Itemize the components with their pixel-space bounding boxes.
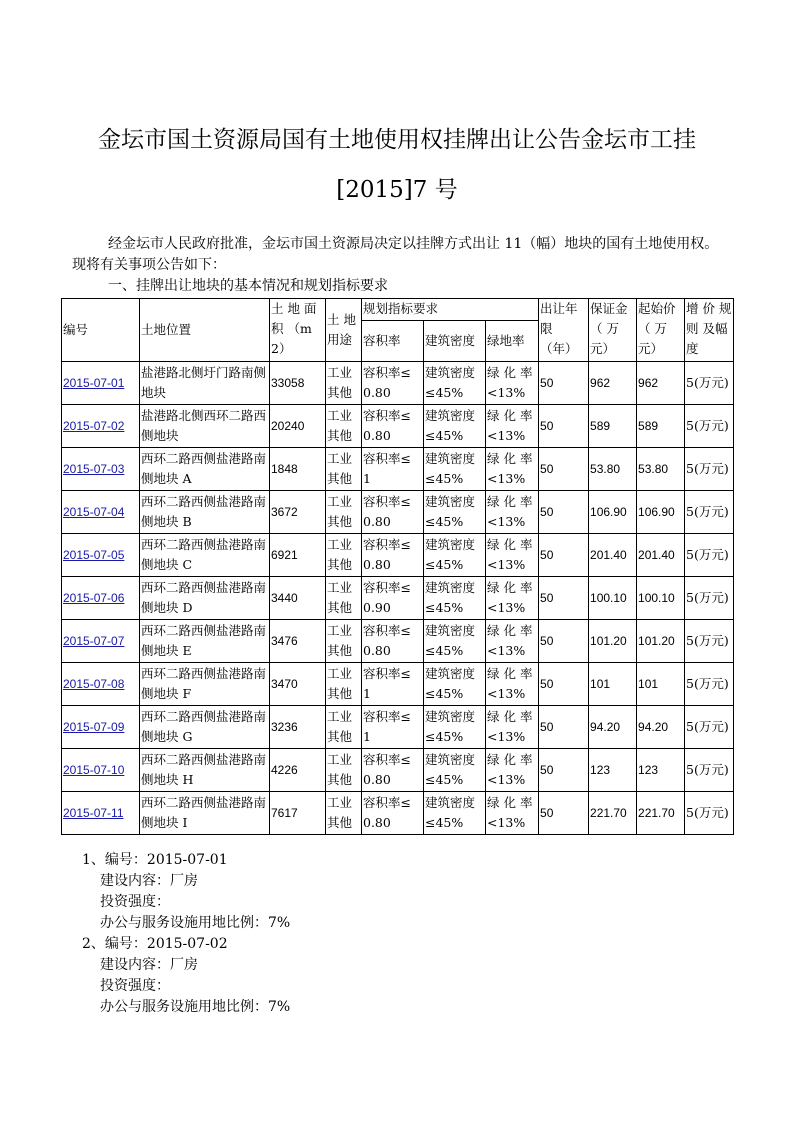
table-row	[62, 362, 734, 405]
header-planning: 规划指标要求	[362, 299, 539, 321]
parcel-details	[82, 850, 290, 1018]
cell-start-price: 221.70	[637, 792, 685, 835]
parcel-code-link[interactable]: 2015-07-05	[63, 548, 125, 562]
cell-code	[62, 405, 140, 448]
cell-density: 建筑密度 ≤45%	[424, 749, 486, 792]
cell-far: 容积率≤ 0.80	[362, 362, 424, 405]
cell-start-price: 100.10	[637, 577, 685, 620]
detail-line: 建设内容：厂房	[100, 957, 198, 973]
cell-code	[62, 620, 140, 663]
detail-line: 办公与服务设施用地比例：7%	[100, 999, 291, 1015]
table-row	[62, 534, 734, 577]
cell-use: 工业 其他	[326, 706, 362, 749]
cell-use: 工业 其他	[326, 534, 362, 577]
cell-use: 工业 其他	[326, 663, 362, 706]
cell-density: 建筑密度 ≤45%	[424, 448, 486, 491]
cell-location: 西环二路西侧盐港路南侧地块 H	[140, 749, 270, 792]
cell-start-price: 589	[637, 405, 685, 448]
cell-location: 西环二路西侧盐港路南侧地块 C	[140, 534, 270, 577]
cell-term: 50	[539, 405, 589, 448]
cell-location: 西环二路西侧盐港路南侧地块 B	[140, 491, 270, 534]
cell-term: 50	[539, 620, 589, 663]
cell-term: 50	[539, 448, 589, 491]
cell-far: 容积率≤ 0.80	[362, 491, 424, 534]
detail-line: 建设内容：厂房	[100, 873, 198, 889]
cell-area: 20240	[270, 405, 326, 448]
cell-area: 3440	[270, 577, 326, 620]
header-location: 土地位置	[140, 299, 270, 362]
cell-increment: 5(万元)	[685, 663, 734, 706]
cell-green: 绿 化 率 <13%	[486, 749, 539, 792]
cell-code	[62, 663, 140, 706]
cell-start-price: 94.20	[637, 706, 685, 749]
cell-location: 西环二路西侧盐港路南侧地块 A	[140, 448, 270, 491]
table-row	[62, 663, 734, 706]
cell-density: 建筑密度 ≤45%	[424, 620, 486, 663]
table-row	[62, 620, 734, 663]
cell-term: 50	[539, 792, 589, 835]
cell-far: 容积率≤ 1	[362, 663, 424, 706]
cell-use: 工业 其他	[326, 792, 362, 835]
cell-green: 绿 化 率 <13%	[486, 448, 539, 491]
cell-location: 西环二路西侧盐港路南侧地块 I	[140, 792, 270, 835]
cell-use: 工业 其他	[326, 405, 362, 448]
cell-code	[62, 534, 140, 577]
cell-term: 50	[539, 534, 589, 577]
page-title: 金坛市国土资源局国有土地使用权挂牌出让公告金坛市工挂	[98, 127, 696, 153]
cell-far: 容积率≤ 1	[362, 706, 424, 749]
cell-increment: 5(万元)	[685, 577, 734, 620]
cell-deposit: 962	[589, 362, 637, 405]
cell-deposit: 101.20	[589, 620, 637, 663]
cell-deposit: 201.40	[589, 534, 637, 577]
detail-line: 投资强度：	[100, 978, 170, 994]
cell-deposit: 101	[589, 663, 637, 706]
cell-density: 建筑密度 ≤45%	[424, 491, 486, 534]
cell-green: 绿 化 率 <13%	[486, 663, 539, 706]
cell-increment: 5(万元)	[685, 405, 734, 448]
header-use: 土 地用途	[326, 299, 362, 362]
cell-area: 33058	[270, 362, 326, 405]
table-row	[62, 491, 734, 534]
cell-use: 工业 其他	[326, 749, 362, 792]
table-row	[62, 792, 734, 835]
cell-area: 3470	[270, 663, 326, 706]
cell-far: 容积率≤ 1	[362, 448, 424, 491]
cell-increment: 5(万元)	[685, 448, 734, 491]
cell-location: 盐港路北侧圩门路南侧地块	[140, 362, 270, 405]
cell-area: 1848	[270, 448, 326, 491]
cell-code	[62, 792, 140, 835]
cell-density: 建筑密度 ≤45%	[424, 405, 486, 448]
parcel-code-link[interactable]: 2015-07-11	[63, 806, 124, 820]
parcel-code-link[interactable]: 2015-07-10	[63, 763, 125, 777]
cell-area: 3672	[270, 491, 326, 534]
table-row	[62, 405, 734, 448]
detail-heading: 1、编号：2015-07-01	[82, 852, 228, 868]
table-row	[62, 577, 734, 620]
cell-deposit: 106.90	[589, 491, 637, 534]
parcel-code-link[interactable]: 2015-07-01	[63, 376, 125, 390]
cell-far: 容积率≤ 0.80	[362, 749, 424, 792]
document-number: [2015]7 号	[336, 177, 458, 203]
cell-increment: 5(万元)	[685, 534, 734, 577]
cell-area: 3476	[270, 620, 326, 663]
cell-start-price: 962	[637, 362, 685, 405]
cell-use: 工业 其他	[326, 491, 362, 534]
cell-code	[62, 362, 140, 405]
cell-density: 建筑密度 ≤45%	[424, 663, 486, 706]
table-row	[62, 749, 734, 792]
cell-start-price: 106.90	[637, 491, 685, 534]
header-start-price: 起始价（ 万元）	[637, 299, 685, 362]
header-green: 绿地率	[486, 321, 539, 362]
cell-location: 盐港路北侧西环二路西侧地块	[140, 405, 270, 448]
cell-term: 50	[539, 491, 589, 534]
cell-density: 建筑密度 ≤45%	[424, 577, 486, 620]
cell-term: 50	[539, 706, 589, 749]
cell-far: 容积率≤ 0.90	[362, 577, 424, 620]
cell-start-price: 53.80	[637, 448, 685, 491]
cell-location: 西环二路西侧盐港路南侧地块 G	[140, 706, 270, 749]
cell-green: 绿 化 率 <13%	[486, 620, 539, 663]
cell-green: 绿 化 率 <13%	[486, 491, 539, 534]
cell-term: 50	[539, 663, 589, 706]
cell-green: 绿 化 率 <13%	[486, 706, 539, 749]
cell-increment: 5(万元)	[685, 491, 734, 534]
cell-green: 绿 化 率 <13%	[486, 792, 539, 835]
cell-density: 建筑密度 ≤45%	[424, 362, 486, 405]
detail-line: 办公与服务设施用地比例：7%	[100, 915, 291, 931]
cell-far: 容积率≤ 0.80	[362, 405, 424, 448]
cell-far: 容积率≤ 0.80	[362, 792, 424, 835]
table-row	[62, 706, 734, 749]
cell-start-price: 101	[637, 663, 685, 706]
parcel-code-link[interactable]: 2015-07-06	[63, 591, 125, 605]
cell-start-price: 123	[637, 749, 685, 792]
header-density: 建筑密度	[424, 321, 486, 362]
cell-area: 3236	[270, 706, 326, 749]
parcel-code-link[interactable]: 2015-07-07	[63, 634, 125, 648]
cell-area: 4226	[270, 749, 326, 792]
cell-increment: 5(万元)	[685, 792, 734, 835]
cell-location: 西环二路西侧盐港路南侧地块 F	[140, 663, 270, 706]
intro-paragraph: 经金坛市人民政府批准，金坛市国土资源局决定以挂牌方式出让 11（幅）地块的国有土地使用权。现将有关事项公告如下：	[72, 236, 719, 273]
header-far: 容积率	[362, 321, 424, 362]
cell-code	[62, 577, 140, 620]
cell-density: 建筑密度 ≤45%	[424, 534, 486, 577]
parcel-code-link[interactable]: 2015-07-04	[63, 505, 125, 519]
cell-use: 工业 其他	[326, 577, 362, 620]
parcel-code-link[interactable]: 2015-07-03	[63, 462, 125, 476]
cell-use: 工业 其他	[326, 448, 362, 491]
cell-location: 西环二路西侧盐港路南侧地块 E	[140, 620, 270, 663]
cell-area: 6921	[270, 534, 326, 577]
parcel-code-link[interactable]: 2015-07-08	[63, 677, 125, 691]
cell-increment: 5(万元)	[685, 706, 734, 749]
parcel-code-link[interactable]: 2015-07-09	[63, 720, 125, 734]
cell-term: 50	[539, 577, 589, 620]
header-deposit: 保证金（ 万元）	[589, 299, 637, 362]
header-area: 土 地 面积 （m2）	[270, 299, 326, 362]
land-parcel-table	[61, 298, 734, 835]
cell-code	[62, 491, 140, 534]
detail-line: 投资强度：	[100, 894, 170, 910]
cell-start-price: 101.20	[637, 620, 685, 663]
cell-deposit: 94.20	[589, 706, 637, 749]
cell-deposit: 589	[589, 405, 637, 448]
cell-far: 容积率≤ 0.80	[362, 620, 424, 663]
cell-use: 工业 其他	[326, 362, 362, 405]
cell-area: 7617	[270, 792, 326, 835]
cell-deposit: 123	[589, 749, 637, 792]
header-increment: 增 价 规则 及幅度	[685, 299, 734, 362]
cell-start-price: 201.40	[637, 534, 685, 577]
cell-increment: 5(万元)	[685, 362, 734, 405]
cell-code	[62, 448, 140, 491]
header-term: 出让年限 （年）	[539, 299, 589, 362]
section-heading: 一、挂牌出让地块的基本情况和规划指标要求	[108, 278, 388, 294]
cell-code	[62, 749, 140, 792]
cell-green: 绿 化 率 <13%	[486, 362, 539, 405]
cell-location: 西环二路西侧盐港路南侧地块 D	[140, 577, 270, 620]
cell-density: 建筑密度 ≤45%	[424, 706, 486, 749]
cell-deposit: 53.80	[589, 448, 637, 491]
cell-green: 绿 化 率 <13%	[486, 405, 539, 448]
parcel-code-link[interactable]: 2015-07-02	[63, 419, 125, 433]
cell-deposit: 100.10	[589, 577, 637, 620]
header-code: 编号	[62, 299, 140, 362]
detail-heading: 2、编号：2015-07-02	[82, 936, 228, 952]
cell-density: 建筑密度 ≤45%	[424, 792, 486, 835]
table-row	[62, 448, 734, 491]
cell-term: 50	[539, 362, 589, 405]
cell-use: 工业 其他	[326, 620, 362, 663]
cell-far: 容积率≤ 0.80	[362, 534, 424, 577]
cell-term: 50	[539, 749, 589, 792]
cell-increment: 5(万元)	[685, 749, 734, 792]
cell-green: 绿 化 率 <13%	[486, 534, 539, 577]
cell-green: 绿 化 率 <13%	[486, 577, 539, 620]
cell-code	[62, 706, 140, 749]
cell-deposit: 221.70	[589, 792, 637, 835]
cell-increment: 5(万元)	[685, 620, 734, 663]
